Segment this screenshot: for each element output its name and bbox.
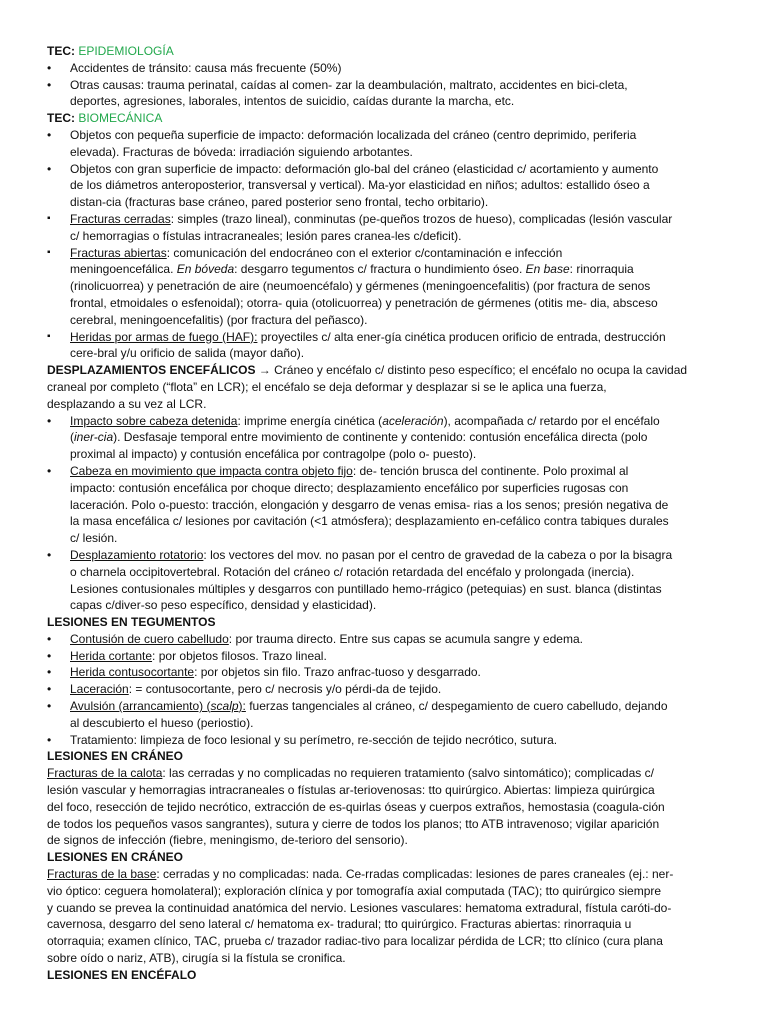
item-text: Accidentes de tránsito: causa más frecuente (50%) bbox=[70, 60, 342, 75]
list-item bbox=[47, 127, 738, 161]
item-text: la masa encefálica c/ lesiones por cavitación (<1 atmósfera); desplazamiento en-cefálico contra tabiques durales bbox=[70, 514, 669, 529]
item-text: al descubierto el hueso (periostio). bbox=[70, 715, 254, 730]
item-text-part: : comunicación del endocráneo con el exterior c/contaminación e infección bbox=[166, 245, 563, 260]
item-text-part: : = contusocortante, pero c/ necrosis y/o pérdi-da de tejido. bbox=[128, 682, 442, 697]
item-text: Tratamiento: limpieza de foco lesional y su perímetro, re-sección de tejido necrótico, sutura. bbox=[70, 732, 558, 747]
item-text: cerebral, meningoencefalitis) (por fractura del peñasco). bbox=[70, 312, 368, 327]
bullet-icon: • bbox=[47, 161, 52, 176]
item-text: laceración. Polo o-puesto: tracción, elongación y desgarro de venas emisa- rias a los senos; presión negativa de bbox=[70, 497, 669, 512]
arrow-icon: → bbox=[255, 363, 275, 378]
item-term: Herida contusocortante bbox=[70, 665, 195, 680]
list-item bbox=[47, 161, 738, 211]
item-term: Desplazamiento rotatorio bbox=[70, 547, 204, 562]
item-text-part: : por trauma directo. Entre sus capas se acumula sangre y edema. bbox=[228, 631, 583, 646]
item-text-part: ( bbox=[70, 430, 74, 445]
list-item bbox=[47, 681, 738, 698]
item-text: de los diámetros anteroposterior, transversal y vertical). Ma-yor elasticidad en niños; adultos: estallido óseo a bbox=[70, 178, 650, 193]
item-text-part: : desgarro tegumentos c/ fractura o hundimiento óseo. bbox=[234, 262, 526, 277]
bullet-icon: • bbox=[47, 60, 52, 75]
list-item bbox=[47, 732, 738, 749]
heading-title: BIOMECÁNICA bbox=[78, 111, 163, 126]
paragraph-text: lesión vascular y hemorragias intracraneales o fístulas ar-teriovenosas: tto quirúrgico. Abiertas: limpieza quirúrgica bbox=[47, 783, 655, 798]
item-term bbox=[70, 699, 246, 713]
paragraph-text: del foco, resección de tejido necrótico, extracción de es-quirlas óseas y cuerpos extraños, hemostasia (coagula-ción bbox=[47, 799, 665, 814]
item-emphasis: En base bbox=[525, 262, 570, 277]
paragraph-text: cavernosa, desgarro del seno lateral c/ hematoma ex- tradural; tto quirúrgico. Fracturas abiertas: rinorraquia u bbox=[47, 917, 632, 932]
heading-prefix: TEC: bbox=[47, 111, 79, 126]
item-text: cere-bral y/u orificio de salida (mayor daño). bbox=[70, 346, 305, 361]
item-term-part: Avulsión (arrancamiento) ( bbox=[70, 699, 211, 714]
item-text: elevada). Fracturas de bóveda: irradiación siguiendo arbotantes. bbox=[70, 144, 413, 159]
item-term: Fracturas cerradas bbox=[70, 211, 171, 226]
paragraph-text: vio óptico: ceguera homolateral); exploración clínica y por tomografía axial computada (TAC); tto quirúrgico siempre bbox=[47, 883, 662, 898]
list-item bbox=[47, 60, 738, 77]
item-term: Heridas por armas de fuego (HAF): bbox=[70, 329, 258, 344]
item-term: Fracturas abiertas bbox=[70, 245, 167, 260]
bullet-icon: • bbox=[47, 77, 52, 92]
square-bullet-icon: ▪ bbox=[47, 212, 51, 224]
section-heading-epidemiologia bbox=[47, 43, 738, 60]
section-heading-craneo: LESIONES EN CRÁNEO bbox=[47, 749, 184, 764]
paragraph-text: craneal por completo (“flota” en LCR); el encéfalo se deja deformar y desplazar si se le aplica una fuerza, bbox=[47, 379, 607, 394]
paragraph-text: otorraquia; examen clínico, TAC, prueba c/ trazador radiac-tivo para localizar pérdida de LCR; tto clínico (cura plana bbox=[47, 934, 663, 949]
item-term: Laceración bbox=[70, 682, 129, 697]
item-text-part: : simples (trazo lineal), conminutas (pe-queños trozos de hueso), complicadas (lesión vascular bbox=[170, 211, 673, 226]
item-text bbox=[70, 664, 738, 681]
list-item bbox=[47, 211, 738, 245]
paragraph-text-part: : las cerradas y no complicadas no requieren tratamiento (salvo sintomático); complicadas c/ bbox=[162, 766, 654, 781]
paragraph-text: Cráneo y encéfalo c/ distinto peso específico; el encéfalo no ocupa la cavidad bbox=[274, 363, 688, 378]
paragraph-term: Fracturas de la base bbox=[47, 867, 157, 882]
item-text-part: fuerzas tangenciales al cráneo, c/ despegamiento de cuero cabelludo, dejando bbox=[245, 699, 668, 714]
bullet-icon: • bbox=[47, 127, 52, 142]
section-heading-tegumentos: LESIONES EN TEGUMENTOS bbox=[47, 615, 216, 630]
item-term: Herida cortante bbox=[70, 648, 153, 663]
bullet-icon: • bbox=[47, 631, 52, 646]
heading-title: EPIDEMIOLOGÍA bbox=[78, 44, 174, 58]
item-text bbox=[70, 547, 738, 564]
square-bullet-icon: ▪ bbox=[47, 246, 51, 258]
bullet-icon: • bbox=[47, 682, 52, 697]
paragraph-text bbox=[47, 866, 738, 883]
item-term-part: ): bbox=[238, 699, 246, 714]
square-bullet-icon: ▪ bbox=[47, 330, 51, 342]
item-text: proximal al impacto) y contusión encefálica por contragolpe (polo o- puesto). bbox=[70, 447, 477, 462]
item-text: c/ lesión. bbox=[70, 531, 118, 546]
item-text-part: proyectiles c/ alta ener-gía cinética producen orificio de entrada, destrucción bbox=[257, 329, 666, 344]
paragraph-text-part: : cerradas y no complicadas: nada. Ce-rradas complicadas: lesiones de pares craneales (ej.: ner- bbox=[156, 867, 674, 882]
item-text: Objetos con pequeña superficie de impacto: deformación localizada del cráneo (centro deprimido, periferia bbox=[70, 127, 637, 142]
item-text: Lesiones contusionales múltiples y desgarros con puntillado hemo-rrágico (petequias) en sust. blanca (distintas bbox=[70, 581, 662, 596]
bullet-icon: • bbox=[47, 547, 52, 562]
item-text: (rinolicuorrea) y penetración de aire (neumoencéfalo) y gérmenes (meningoencefalitis) (por fractura de senos bbox=[70, 279, 651, 294]
item-text bbox=[70, 648, 738, 665]
bullet-icon: • bbox=[47, 699, 52, 714]
item-text-part: : rinorraquia bbox=[569, 262, 634, 277]
section-heading-biomecanica bbox=[47, 110, 738, 127]
list-item bbox=[47, 631, 738, 648]
item-text: capas c/diver-so peso específico, densidad y elasticidad). bbox=[70, 598, 377, 613]
item-text-part: ), acompañada c/ retardo por el encéfalo bbox=[443, 413, 660, 428]
section-intro bbox=[47, 362, 738, 379]
bullet-icon: • bbox=[47, 648, 52, 663]
item-emphasis: aceleración bbox=[382, 413, 444, 428]
item-text bbox=[70, 245, 738, 262]
item-term: Contusión de cuero cabelludo bbox=[70, 631, 229, 646]
section-heading-craneo-base: LESIONES EN CRÁNEO bbox=[47, 850, 184, 865]
item-text: Otras causas: trauma perinatal, caídas al comen- zar la deambulación, maltrato, accidentes en bici-cleta, bbox=[70, 77, 628, 92]
list-item bbox=[47, 698, 738, 732]
item-text-part: : de- tención brusca del continente. Polo proximal al bbox=[352, 463, 629, 478]
list-item bbox=[47, 245, 738, 329]
item-text bbox=[70, 681, 738, 698]
bullet-icon: • bbox=[47, 463, 52, 478]
bullet-icon: • bbox=[47, 413, 52, 428]
item-emphasis: En bóveda bbox=[176, 262, 235, 277]
item-text-part: ). Desfasaje temporal entre movimiento de continente y contenido: contusión encefálica directa (polo bbox=[113, 430, 648, 445]
item-text bbox=[70, 211, 738, 228]
paragraph-term: Fracturas de la calota bbox=[47, 766, 163, 781]
paragraph-text: sobre oído o nariz, ATB), cirugía si la fístula se cronifica. bbox=[47, 951, 346, 966]
bullet-icon: • bbox=[47, 732, 52, 747]
paragraph-text: y cuando se prevea la continuidad anatómica del nervio. Lesiones vasculares: hematoma extradural, fístula caróti-do- bbox=[47, 900, 672, 915]
item-text bbox=[70, 463, 738, 480]
item-text bbox=[70, 698, 738, 715]
bullet-icon: • bbox=[47, 665, 52, 680]
item-text: o charnela occipitovertebral. Rotación del cráneo c/ rotación retardada del encéfalo y prolongada (inercia). bbox=[70, 564, 635, 579]
paragraph-text: de signos de infección (fiebre, meningismo, de-terioro del sensorio). bbox=[47, 833, 408, 848]
item-text: c/ hemorragias o fístulas intracraneales; lesión pares cranea-les c/deficit). bbox=[70, 228, 462, 243]
item-text-part: : por objetos filosos. Trazo lineal. bbox=[152, 648, 327, 663]
item-emphasis: scalp bbox=[210, 699, 239, 714]
item-text-part: : imprime energía cinética ( bbox=[237, 413, 383, 428]
item-text bbox=[70, 261, 738, 278]
paragraph-text: desplazando a su vez al LCR. bbox=[47, 396, 207, 411]
item-term: Cabeza en movimiento que impacta contra objeto fijo bbox=[70, 463, 353, 478]
list-item bbox=[47, 329, 738, 363]
item-term: Impacto sobre cabeza detenida bbox=[70, 413, 238, 428]
item-text-part: : por objetos sin filo. Trazo anfrac-tuoso y desgarrado. bbox=[194, 665, 481, 680]
list-item bbox=[47, 463, 738, 547]
list-item bbox=[47, 413, 738, 463]
item-emphasis: iner-cia bbox=[74, 430, 114, 445]
item-text: Objetos con gran superficie de impacto: deformación glo-bal del cráneo (elasticidad c/ acortamiento y aumento bbox=[70, 161, 659, 176]
list-item bbox=[47, 547, 738, 614]
section-heading-desplazamientos: DESPLAZAMIENTOS ENCEFÁLICOS bbox=[47, 363, 256, 378]
item-text: impacto: contusión encefálica por choque directo; desplazamiento encefálico por superficies rugosas con bbox=[70, 480, 629, 495]
paragraph-text bbox=[47, 765, 738, 782]
list-item bbox=[47, 648, 738, 665]
item-text bbox=[70, 413, 738, 430]
item-text: deportes, agresiones, laborales, intentos de suicidio, caídas durante la marcha, etc. bbox=[70, 94, 515, 109]
item-text bbox=[70, 631, 738, 648]
list-item bbox=[47, 664, 738, 681]
item-text-part: : los vectores del mov. no pasan por el centro de gravedad de la cabeza o por la bisagra bbox=[203, 547, 673, 562]
paragraph-text: de todos los pequeños vasos sangrantes), sutura y cierre de todos los planos; tto ATB intravenoso; vigilar aparición bbox=[47, 816, 660, 831]
item-text bbox=[70, 329, 738, 346]
item-text-part: meningoencefálica. bbox=[70, 262, 177, 277]
list-item bbox=[47, 77, 738, 111]
item-text bbox=[70, 429, 738, 446]
heading-prefix: TEC: bbox=[47, 44, 79, 58]
section-heading-encefalo: LESIONES EN ENCÉFALO bbox=[47, 967, 197, 982]
item-text: distan-cia (fracturas base cráneo, pared posterior seno frontal, techo orbitario). bbox=[70, 195, 489, 210]
item-text: frontal, etmoidales o esfenoidal); otorra- quia (otolicuorrea) y penetración de gérmenes (otitis me- dia, absceso bbox=[70, 295, 658, 310]
